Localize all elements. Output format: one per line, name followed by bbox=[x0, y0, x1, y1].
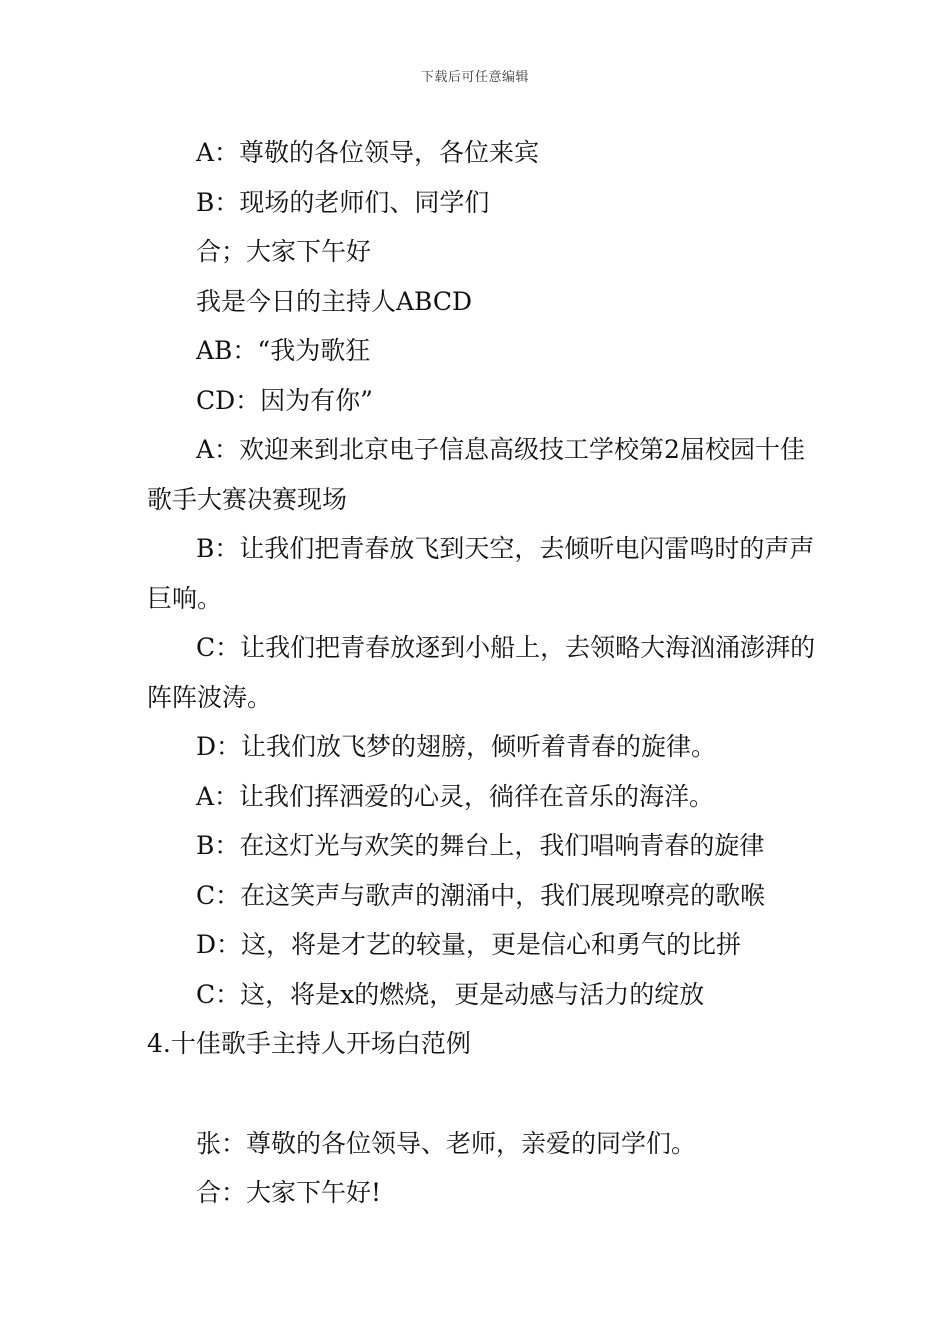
paragraph: 合：大家下午好! bbox=[196, 1178, 382, 1207]
paragraph: B：让我们把青春放飞到天空，去倾听电闪雷鸣时的声声巨响。 bbox=[147, 534, 815, 613]
paragraph: B：在这灯光与欢笑的舞台上，我们唱响青春的旋律 bbox=[196, 831, 765, 860]
paragraph: 张：尊敬的各位领导、老师，亲爱的同学们。 bbox=[196, 1128, 697, 1158]
paragraph: A：让我们挥洒爱的心灵，徜徉在音乐的海洋。 bbox=[196, 781, 715, 811]
paragraph: B：现场的老师们、同学们 bbox=[196, 187, 490, 217]
paragraph: 合；大家下午好 bbox=[196, 237, 372, 266]
paragraph: AB：“我为歌狂 bbox=[196, 336, 371, 365]
paragraph: CD：因为有你” bbox=[196, 385, 373, 415]
paragraph: C：这，将是x的燃烧，更是动感与活力的绽放 bbox=[196, 979, 705, 1009]
paragraph: D：让我们放飞梦的翅膀，倾听着青春的旋律。 bbox=[196, 732, 717, 761]
paragraph: 我是今日的主持人ABCD bbox=[196, 286, 473, 316]
paragraph: C：在这笑声与歌声的潮涌中，我们展现嘹亮的歌喉 bbox=[196, 880, 766, 910]
page-header: 下载后可任意编辑 bbox=[420, 70, 529, 85]
section-heading: 4.十佳歌手主持人开场白范例 bbox=[147, 1029, 471, 1058]
blank-line bbox=[147, 1069, 817, 1119]
paragraph: A：尊敬的各位领导，各位来宾 bbox=[196, 138, 540, 167]
paragraph: C：让我们把青春放逐到小船上，去领略大海汹涌澎湃的阵阵波涛。 bbox=[147, 633, 816, 712]
paragraph: D：这，将是才艺的较量，更是信心和勇气的比拼 bbox=[196, 930, 742, 959]
paragraph: A：欢迎来到北京电子信息高级技工学校第2届校园十佳歌手大赛决赛现场 bbox=[147, 435, 805, 514]
document-body bbox=[147, 128, 817, 1218]
